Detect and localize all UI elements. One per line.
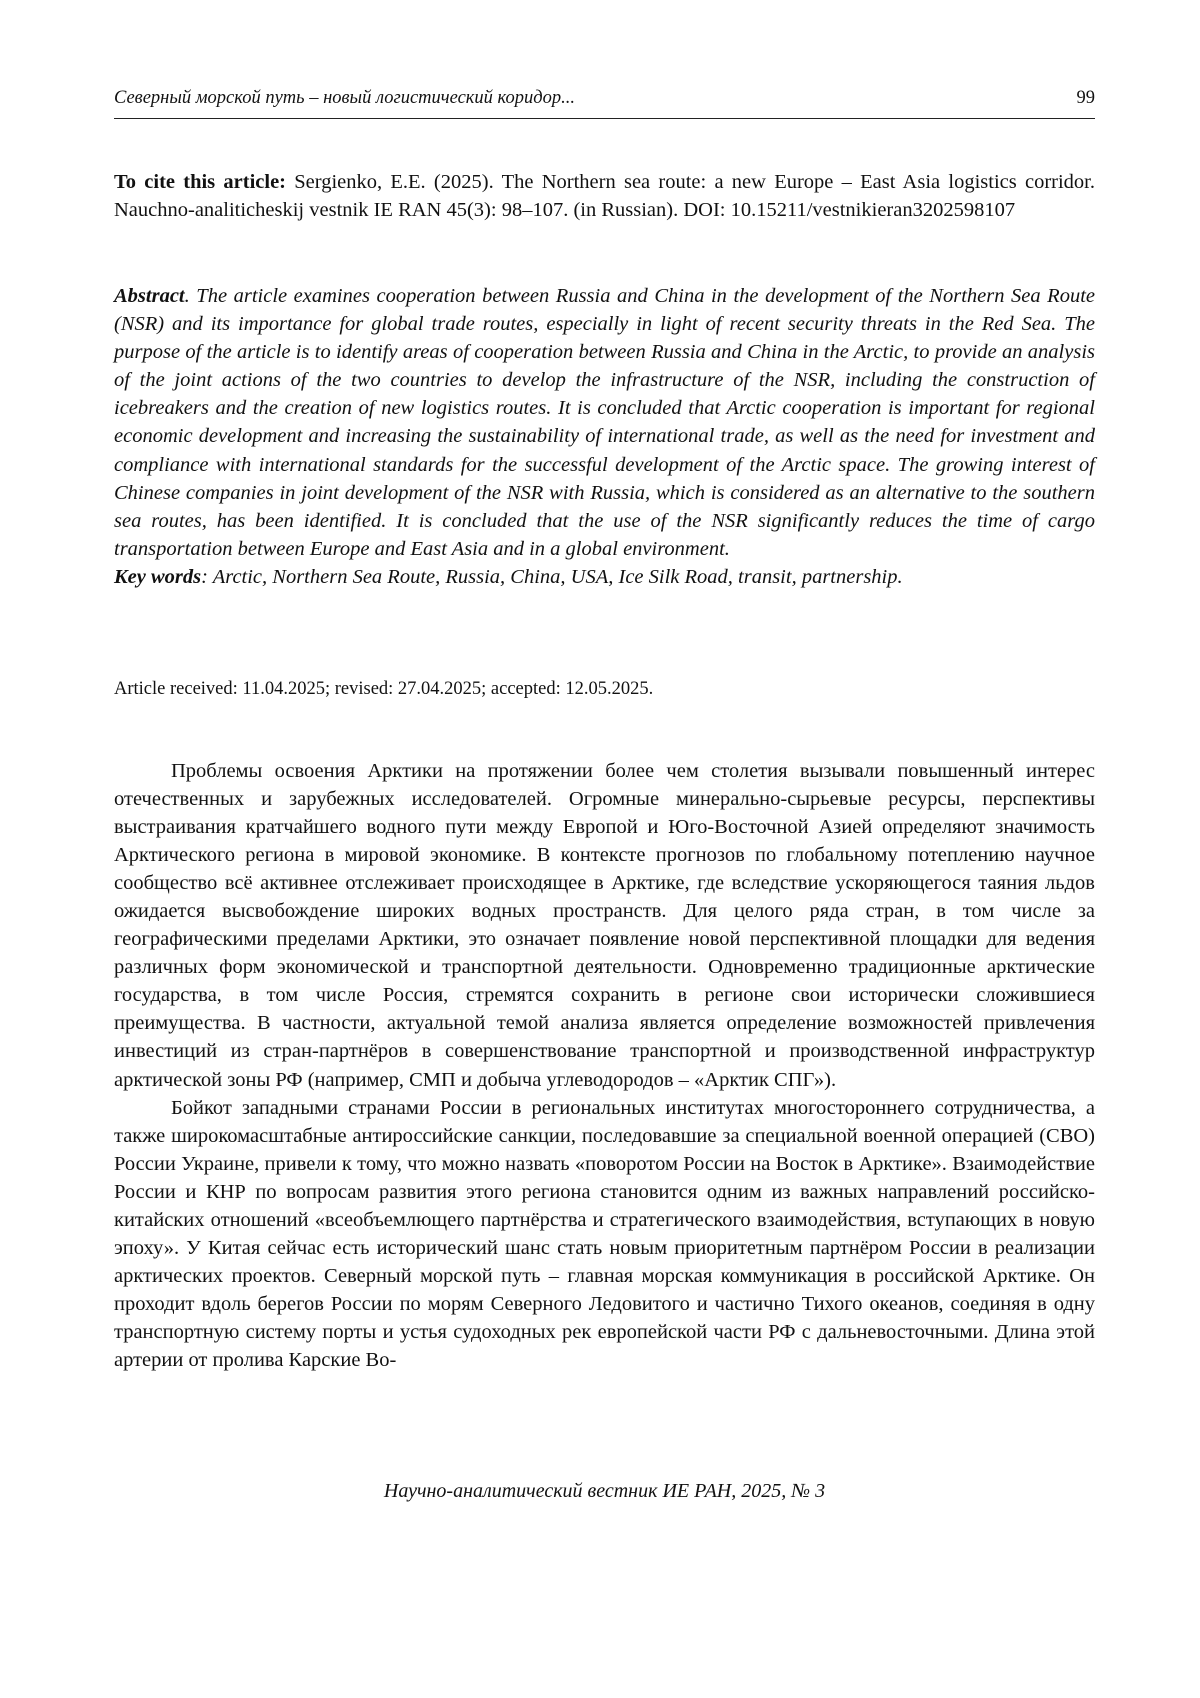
keywords-label: Key words	[114, 565, 202, 588]
article-body	[114, 757, 1095, 1374]
body-paragraph: Проблемы освоения Арктики на протяжении более чем столетия вызывали повышенный интерес отечественных и зарубежных исследователей. Огромные минерально-сырьевые ресурсы, перспективы выстраивания кратчайшего водного пути между Европой и Юго-Восточной Азией определяют значимость Арктического региона в мировой экономике. В контексте прогнозов по глобальному потеплению научное сообщество всё активнее отслеживает происходящее в Арктике, где вследствие ускоряющегося таяния льдов ожидается высвобождение широких водных пространств. Для целого ряда стран, в том числе за географическими пределами Арктики, это означает появление новой перспективной площадки для ведения различных форм экономической и транспортной деятельности. Одновременно традиционные арктические государства, в том числе Россия, стремятся сохранить в регионе свои исторически сложившиеся преимущества. В частности, актуальной темой анализа является определение возможностей привлечения инвестиций из стран-партнёров в совершенствование транспортной и производственной инфраструктур арктической зоны РФ (например, СМП и добыча углеводородов – «Арктик СПГ»).	[114, 760, 1095, 1091]
article-dates: Article received: 11.04.2025; revised: 27.04.2025; accepted: 12.05.2025.	[114, 679, 654, 699]
citation-label: To cite this article:	[114, 171, 287, 193]
keywords-text: : Arctic, Northern Sea Route, Russia, China, USA, Ice Silk Road, transit, partnership.	[201, 565, 903, 588]
citation-text: Sergienko, E.E. (2025). The Northern sea route: a new Europe – East Asia logistics corridor. Nauchno-analiticheskij vestnik IE RAN 45(3): 98–107. (in Russian). DOI: 10.15211/vestnikieran3202598107	[114, 171, 1095, 221]
page-number: 99	[1076, 88, 1095, 108]
keywords-line	[114, 563, 1095, 591]
running-footer: Научно-аналитический вестник ИЕ РАН, 2025, № 3	[383, 1480, 826, 1502]
running-header	[114, 84, 1095, 119]
abstract-label: Abstract	[114, 285, 185, 307]
citation-block	[114, 168, 1095, 224]
running-title: Северный морской путь – новый логистический коридор...	[114, 88, 575, 108]
body-paragraph: Бойкот западными странами России в региональных институтах многостороннего сотрудничества, а также широкомасштабные антироссийские санкции, последовавшие за специальной военной операцией (СВО) России Украине, привели к тому, что можно назвать «поворотом России на Восток в Арктике». Взаимодействие России и КНР по вопросам развития этого региона становится одним из важных направлений российско-китайских отношений «всеобъемлющего партнёрства и стратегического взаимодействия, вступающих в новую эпоху». У Китая сейчас есть исторический шанс стать новым приоритетным партнёром России в реализации арктических проектов. Северный морской путь – главная морская коммуникация в российской Арктике. Он проходит вдоль берегов России по морям Северного Ледовитого и частично Тихого океанов, соединяя в одну транспортную систему порты и устья судоходных рек европейской части РФ с дальневосточными. Длина этой артерии от пролива Карские Во-	[114, 1096, 1095, 1371]
abstract-text: . The article examines cooperation between Russia and China in the development of the Northern Sea Route (NSR) and its importance for global trade routes, especially in light of recent security threats in the Red Sea. The purpose of the article is to identify areas of cooperation between Russia and China in the Arctic, to provide an analysis of the joint actions of the two countries to develop the infrastructure of the NSR, including the construction of icebreakers and the creation of new logistics routes. It is concluded that Arctic cooperation is important for regional economic development and increasing the sustainability of international trade, as well as the need for investment and compliance with international standards for the successful development of the Arctic space. The growing interest of Chinese companies in joint development of the NSR with Russia, which is considered as an alternative to the southern sea routes, has been identified. It is concluded that the use of the NSR significantly reduces the time of cargo transportation between Europe and East Asia and in a global environment.	[114, 285, 1095, 560]
abstract-block	[114, 282, 1095, 591]
